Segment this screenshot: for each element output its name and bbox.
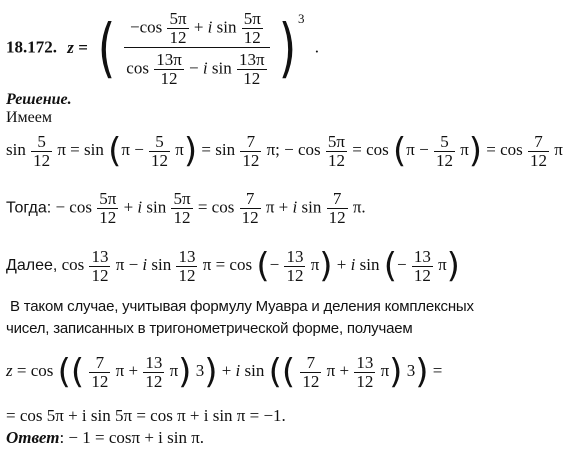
equation-line-4: z = cos (( $\frac{7}{12}$ π + $\frac{13}{12}$ π) 3) + i sin (( $\frac{7}{12}$ π + $\frac{13}{12}$ π) 3) = [6, 352, 443, 392]
answer-text: : − 1 = cosπ + i sin π. [59, 428, 205, 447]
equation-line-2: Тогда: − cos $\frac{5\pi}{12}$ + i sin $\frac{5\pi}{12}$ = cos $\frac{7}{12}$ π + i sin $\frac{7}{12}$ π. [6, 189, 366, 227]
equation-line-3: Далее, cos $\frac{13}{12}$ π − i sin $\frac{13}{12}$ π = cos (− $\frac{13}{12}$ π) + i sin (− $\frac{13}{12}$ π) [6, 246, 460, 286]
problem-line [6, 10, 319, 87]
big-right-paren: ) [278, 11, 297, 86]
have-label: Имеем [6, 109, 53, 126]
main-denominator: cos $\frac{13\pi}{12}$ − i sin $\frac{13\pi}{12}$ [126, 49, 265, 88]
equation-line-1: sin $\frac{5}{12}$ π = sin (π − $\frac{5}{12}$ π) = sin $\frac{7}{12}$ π; − cos $\frac{5\pi}{12}$ = cos (π − $\frac{5}{12}$ π) = cos $\frac{7}{12}$ π [6, 131, 563, 171]
problem-period: . [314, 37, 320, 57]
problem-number: 18.172. [6, 37, 57, 57]
further-label: Далее, [6, 256, 58, 274]
answer-label: Ответ [6, 428, 60, 447]
then-label: Тогда: [6, 199, 52, 217]
equation-line-5: = cos 5π + i sin 5π = cos π + i sin π = −1. [6, 406, 286, 425]
solution-label: Решение. [6, 91, 72, 108]
z-equals: z = [67, 37, 88, 57]
big-left-paren: ( [97, 11, 116, 86]
power-exponent: 3 [298, 10, 305, 26]
main-fraction [124, 10, 269, 87]
paragraph-line-2: чисел, записанных в тригонометрической форме, получаем [6, 320, 413, 337]
paragraph-line-1: В таком случае, учитывая формулу Муавра и деления комплексных [10, 298, 474, 315]
answer-line [6, 428, 204, 448]
main-numerator: −cos $\frac{5\pi}{12}$ + i sin $\frac{5\pi}{12}$ [124, 10, 269, 48]
